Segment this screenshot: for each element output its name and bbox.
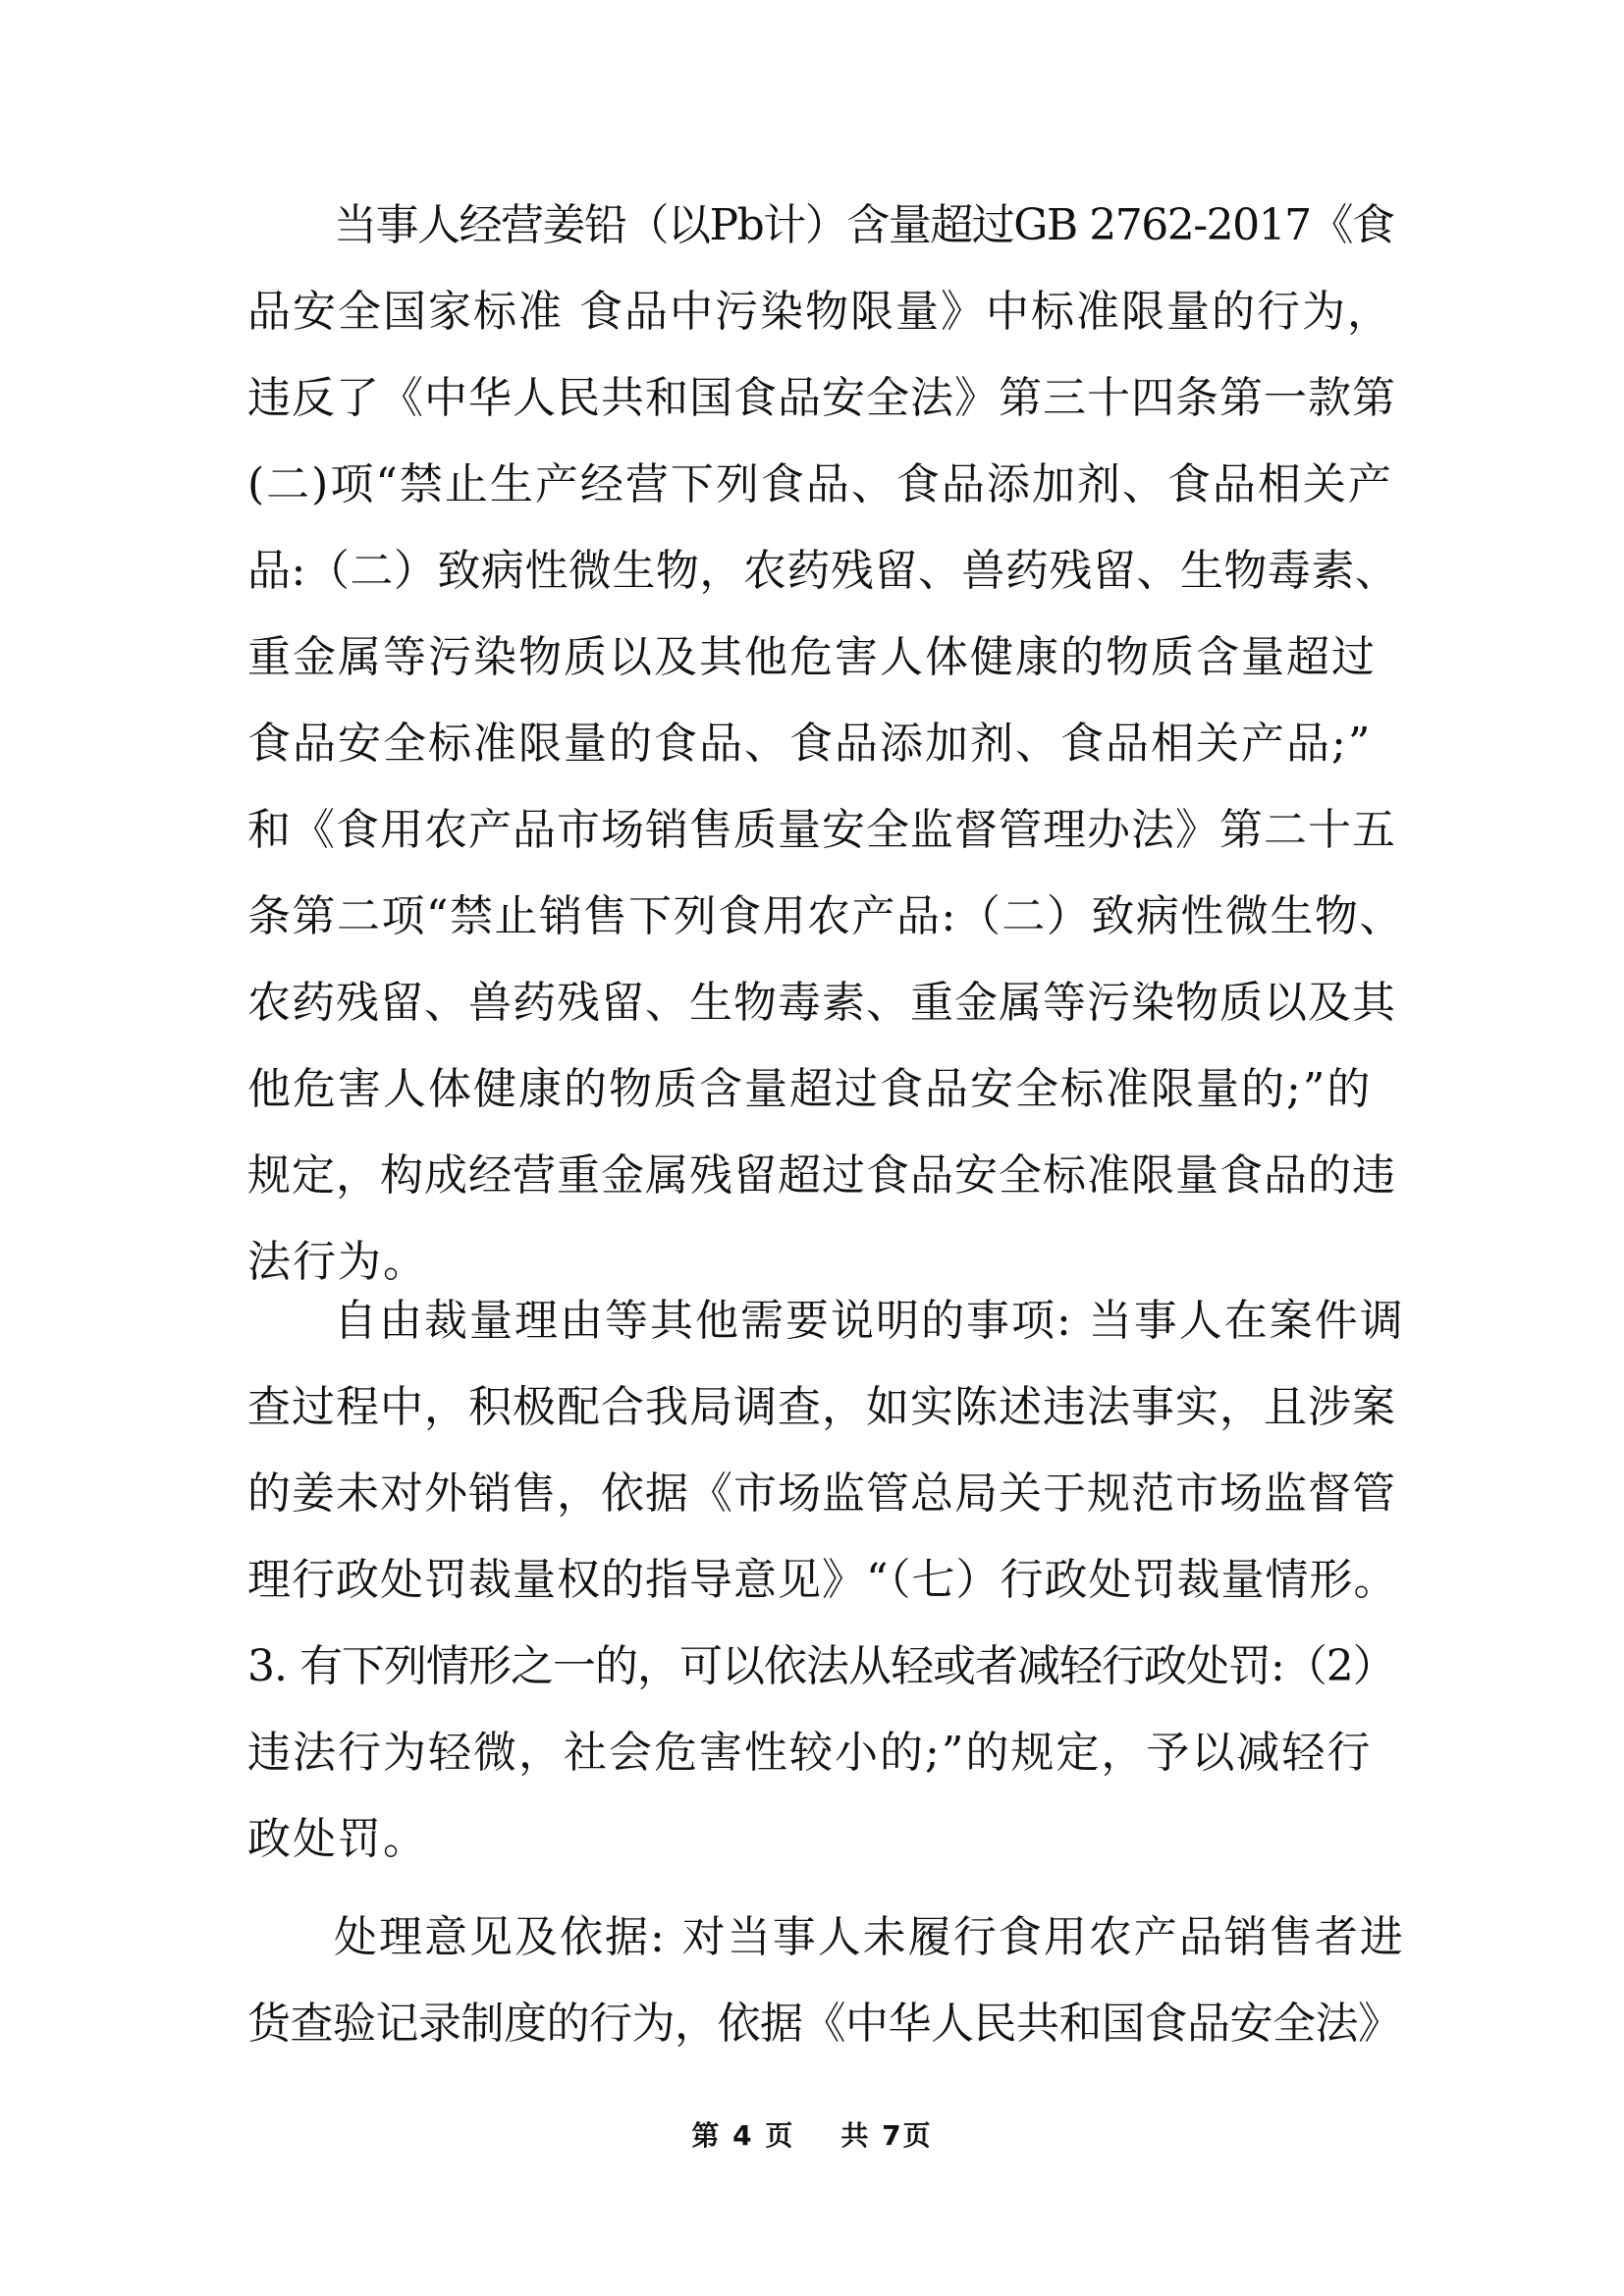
paragraph-line: 违反了《中华人民共和国食品安全法》第三十四条第一款第 xyxy=(247,373,1396,423)
paragraph-line: 政处罚。 xyxy=(247,1814,428,1864)
paragraph-line: 处理意见及依据: 对当事人未履行食用农产品销售者进 xyxy=(334,1912,1405,1962)
paragraph-discretion xyxy=(247,1278,1406,1883)
paragraph-line: 违法行为轻微，社会危害性较小的;”的规定，予以减轻行 xyxy=(247,1728,1373,1778)
paragraph-line: 自由裁量理由等其他需要说明的事项: 当事人在案件调 xyxy=(334,1296,1405,1346)
paragraph-line: 法行为。 xyxy=(247,1237,428,1287)
paragraph-violation xyxy=(247,183,1406,1306)
paragraph-line: 和《食用农产品市场销售质量安全监督管理办法》第二十五 xyxy=(247,805,1396,855)
paragraph-line: 品安全国家标准 食品中污染物限量》中标准限量的行为， xyxy=(247,287,1392,337)
paragraph-line: 理行政处罚裁量权的指导意见》“（七）行政处罚裁量情形。 xyxy=(247,1555,1398,1605)
paragraph-line: 他危害人体健康的物质含量超过食品安全标准限量的;”的 xyxy=(247,1064,1373,1114)
paragraph-line: 食品安全标准限量的食品、食品添加剂、食品相关产品;” xyxy=(247,719,1373,769)
paragraph-line: 当事人经营姜铅（以Pb计）含量超过GB 2762-2017《食 xyxy=(334,200,1394,250)
paragraph-line: 重金属等污染物质以及其他危害人体健康的物质含量超过 xyxy=(247,632,1377,682)
paragraph-line: 3. 有下列情形之一的，可以依法从轻或者减轻行政处罚:（2） xyxy=(247,1641,1395,1691)
paragraph-line: 的姜未对外销售，依据《市场监管总局关于规范市场监督管 xyxy=(247,1468,1396,1519)
paragraph-decision xyxy=(247,1895,1406,2067)
paragraph-line: 规定，构成经营重金属残留超过食品安全标准限量食品的违 xyxy=(247,1150,1396,1201)
paragraph-line: (二)项“禁止生产经营下列食品、食品添加剂、食品相关产 xyxy=(247,459,1393,509)
paragraph-line: 品:（二）致病性微生物，农药残留、兽药残留、生物毒素、 xyxy=(247,546,1399,596)
paragraph-line: 农药残留、兽药残留、生物毒素、重金属等污染物质以及其 xyxy=(247,978,1396,1028)
paragraph-line: 货查验记录制度的行为，依据《中华人民共和国食品安全法》 xyxy=(247,1999,1401,2049)
paragraph-line: 条第二项“禁止销售下列食用农产品:（二）致病性微生物、 xyxy=(247,891,1404,941)
page-number-footer: 第 4 页 共 7页 xyxy=(691,2119,933,2152)
paragraph-line: 查过程中，积极配合我局调查，如实陈述违法事实，且涉案 xyxy=(247,1382,1396,1432)
